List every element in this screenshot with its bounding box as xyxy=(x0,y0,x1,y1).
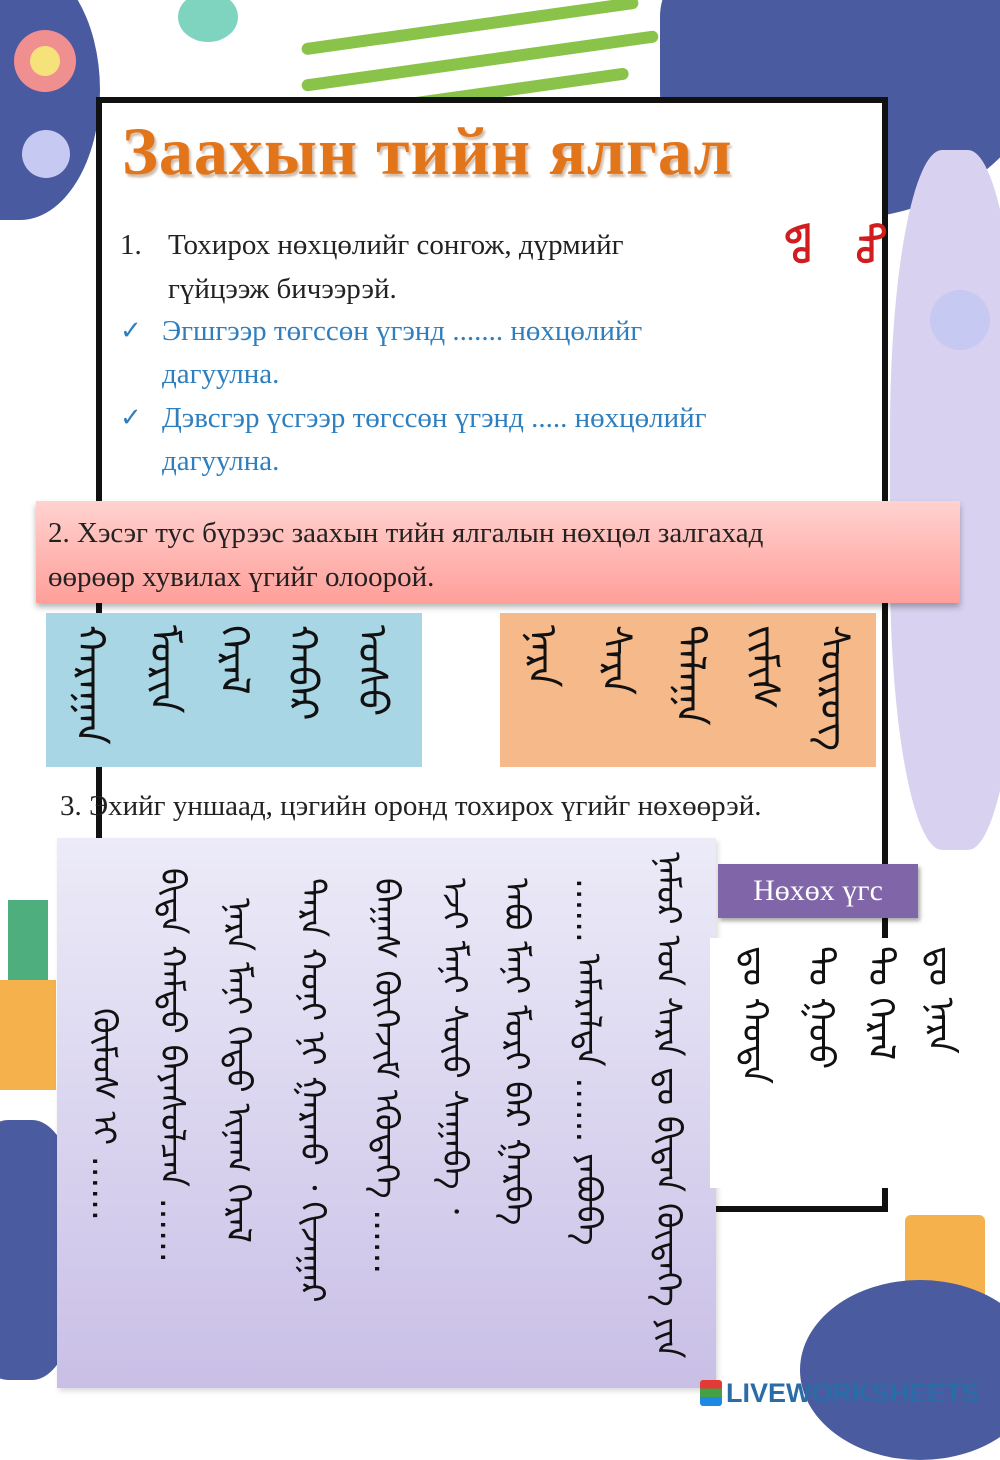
task1-line1: Тохирох нөхцөлийг сонгож, дүрмийг xyxy=(168,229,624,261)
checkmark-icon: ✓ xyxy=(120,403,142,433)
text-column-7: ᠨᠠᠷᠠ ᠮᠠᠨᠢ ᠬᠡᠳᠦ ᠢᠨᠠᠭ ᠭᠡᠷᠡᠯ xyxy=(218,898,258,1243)
task1-number: 1. xyxy=(120,229,142,261)
task1-bullet-1 xyxy=(120,310,860,396)
flower-lavender-right xyxy=(930,290,990,350)
text-column-5[interactable]: ᠪᠠᠭᠠᠰ ᠬᠥᠭᠡᠵᠢᠮ ᠡᠭᠦᠳᠡᠭᠡ ...... xyxy=(366,878,406,1275)
task2-banner xyxy=(36,501,960,603)
right-lavender-blob xyxy=(890,150,1000,850)
orange-word-5[interactable]: ᠰᠦᠷᠦᠭ xyxy=(811,625,857,752)
reading-text-box xyxy=(57,838,716,1388)
bottom-right-blue-blob xyxy=(800,1280,1000,1460)
orange-word-3[interactable]: ᠲᠠᠯᠠᠭᠠ xyxy=(667,625,713,726)
suffix-mark-2: ᠲᠤ xyxy=(847,222,891,265)
left-orange-book xyxy=(0,980,56,1090)
task3-heading: 3. Эхийг уншаад, цэгийн оронд тохирох үгийг нөхөөрэй. xyxy=(60,790,762,822)
bullet-1-line1: Эгшгээр төгссөн үгэнд ....... нөхцөлийг xyxy=(162,315,643,347)
page-title: Заахын тийн ялгал xyxy=(122,113,733,189)
answer-word-4[interactable]: ᠳᠤ ᠨᠠᠷᠠ xyxy=(920,946,961,1054)
text-column-3: ᠠᠪᠤ ᠮᠠᠨᠢ ᠮᠣᠷᠢ ᠪᠡᠷ ᠭᠠᠷᠪᠠ xyxy=(496,878,536,1226)
blue-word-4[interactable]: ᠬᠠᠪᠠᠷ xyxy=(279,625,325,721)
answer-word-1[interactable]: ᠳᠤ ᠬᠣᠳᠠ xyxy=(734,946,775,1084)
bullet-1-line2: дагуулна. xyxy=(162,358,280,390)
text-column-6: ᠲᠡᠷᠡ ᠬᠣᠨᠢ ᠨᠢ ᠭᠠᠷᠬᠤ ᠂ ᠬᠢᠵᠠᠭᠠᠷ xyxy=(292,878,332,1303)
text-column-1: ᠨᠠᠮᠤᠷ ᠤᠨ ᠰᠠᠷᠠ ᠳᠤ ᠪᠢᠳᠡᠨ ᠬᠥᠳᠡᠭᠡ ᠶᠢᠨ xyxy=(648,852,688,1359)
text-column-4: ᠡᠵᠢ ᠮᠠᠨᠢ ᠰᠦᠦ ᠰᠠᠭᠠᠪᠠ ᠂ xyxy=(434,878,474,1215)
blue-word-2[interactable]: ᠮᠣᠷᠢᠨ xyxy=(141,625,187,714)
task2-line1: 2. Хэсэг тус бүрээс заахын тийн ялгалын нөхцөл залгахад xyxy=(48,517,764,549)
task1-line2: гүйцээж бичээрэй. xyxy=(168,273,397,305)
text-column-8[interactable]: ᠪᠢᠳᠡ ᠬᠠᠮᠲᠤ ᠪᠠᠶᠠᠰᠤᠯᠴᠠᠨ ...... xyxy=(152,868,192,1263)
orange-word-1[interactable]: ᠨᠠᠷᠠ xyxy=(519,625,565,688)
answer-words-box xyxy=(710,938,978,1188)
blue-word-1[interactable]: ᠬᠠᠷᠠᠭᠠᠨ xyxy=(67,625,113,745)
bullet-2-line1: Дэвсгэр үсгээр төгссөн үгэнд ..... нөхцөлийг xyxy=(162,402,707,434)
answer-words-label: Нөхөх үгс xyxy=(718,864,918,918)
text-column-9[interactable]: ᠬᠦᠮᠦᠰ ᠢ ...... xyxy=(84,1008,124,1221)
blue-word-box xyxy=(46,613,422,767)
suffix-mark-1: ᠳᠤ xyxy=(783,222,827,265)
green-flower-top xyxy=(178,0,238,42)
left-green-book xyxy=(8,900,48,980)
flower-center xyxy=(30,46,60,76)
flower-lavender-left xyxy=(22,130,70,178)
task2-line2: өөрөөр хувилах үгийг олоорой. xyxy=(48,561,435,593)
answer-word-3[interactable]: ᠲᠤ ᠭᠡᠷᠡᠯ xyxy=(860,946,901,1061)
answer-word-2[interactable]: ᠲᠤ ᠭᠣᠣ xyxy=(800,946,841,1070)
liveworksheets-watermark xyxy=(700,1378,980,1409)
orange-word-box xyxy=(500,613,876,767)
blue-word-5[interactable]: ᠤᠰᠤ xyxy=(349,625,395,717)
watermark-text: LIVEWORKSHEETS xyxy=(726,1378,980,1408)
task1-instructions xyxy=(120,223,760,311)
blue-word-3[interactable]: ᠭᠡᠷᠡᠯ xyxy=(211,625,257,695)
checkmark-icon: ✓ xyxy=(120,316,142,346)
bullet-2-line2: дагуулна. xyxy=(162,445,280,477)
orange-word-4[interactable]: ᠵᠢᠮᠢᠰ xyxy=(741,625,787,710)
task1-bullet-2 xyxy=(120,397,860,483)
orange-word-2[interactable]: ᠰᠠᠷᠠ xyxy=(593,625,639,696)
text-column-2[interactable]: ...... ᠠᠮᠠᠷᠠᠯᠲᠠ ...... ᠶᠠᠪᠤᠪᠠ xyxy=(568,878,608,1246)
liveworksheets-logo-icon xyxy=(700,1380,722,1406)
